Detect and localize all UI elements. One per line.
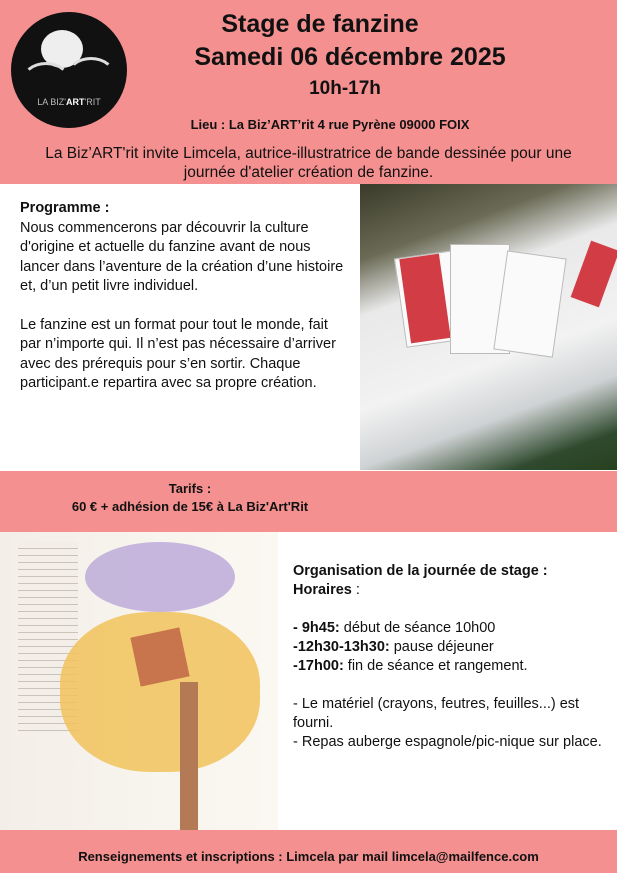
event-hours: 10h-17h	[309, 78, 381, 99]
schedule-text: fin de séance et rangement.	[343, 658, 528, 674]
programme-section	[20, 199, 350, 413]
programme-paragraph-2: Le fanzine est un format pour tout le monde, fait par n’importe qui. Il n’est pas nécessaire d’arriver avec des prérequis pour s’en sortir. Chaque participant.e repartira avec sa propre création.	[20, 316, 336, 391]
event-intro: La Biz’ART'rit invite Limcela, autrice-illustratrice de bande dessinée pour une journée d'atelier création de fanzine.	[45, 145, 572, 181]
organisation-section	[293, 562, 603, 752]
tarifs-heading: Tarifs :	[168, 481, 212, 496]
horaires-colon: :	[351, 582, 360, 598]
event-title: Stage de fanzine	[221, 10, 419, 38]
note-item: - Repas auberge espagnole/pic-nique sur place.	[293, 734, 602, 750]
schedule-item	[293, 619, 603, 638]
schedule-text: pause déjeuner	[389, 639, 494, 655]
programme-heading: Programme :	[20, 200, 110, 216]
schedule-time: -12h30-13h30:	[293, 639, 390, 655]
biz-art-rit-logo: LA BIZ'ART'RIT	[11, 12, 127, 128]
schedule-time: -17h00:	[293, 658, 344, 674]
organisation-heading: Organisation de la journée de stage :	[293, 563, 548, 579]
note-item: - Le matériel (crayons, feutres, feuilles...) est fourni.	[293, 696, 580, 731]
schedule-item	[293, 638, 603, 657]
schedule-text: début de séance 10h00	[339, 620, 496, 636]
schedule-item	[293, 657, 603, 676]
contact-info: Renseignements et inscriptions : Limcela par mail limcela@mailfence.com	[78, 849, 539, 864]
event-location: Lieu : La Biz’ART’rit 4 rue Pyrène 09000 FOIX	[190, 117, 470, 132]
schedule-time: - 9h45:	[293, 620, 340, 636]
tarifs-price: 60 € + adhésion de 15€ à La Biz'Art'Rit	[71, 499, 309, 514]
tarifs-section	[0, 480, 380, 516]
horaires-label: Horaires	[293, 582, 352, 598]
illustrated-book-photo	[0, 532, 278, 830]
fanzine-books-photo	[360, 184, 617, 470]
programme-paragraph-1: Nous commencerons par découvrir la culture d'origine et actuelle du fanzine avant de nous lancer dans l’aventure de la création d’une histoire et, d’un petit livre individuel.	[20, 219, 344, 294]
event-date: Samedi 06 décembre 2025	[194, 43, 506, 71]
